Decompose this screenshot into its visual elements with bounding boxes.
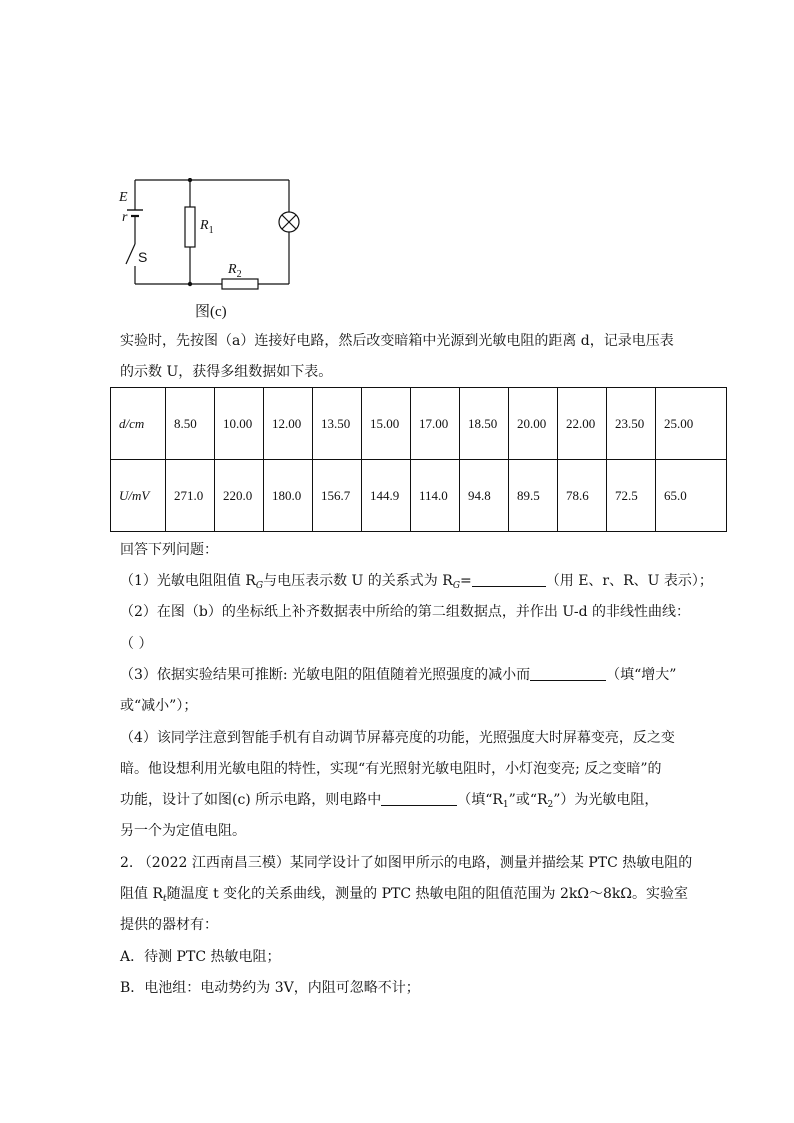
answer-blank-3[interactable] [530,666,606,681]
question-4-line-4: 另一个为定值电阻。 [120,823,246,839]
question-2-line-2: （ ） [120,636,153,652]
question-2-line-1: （2）在图（b）的坐标纸上补齐数据表中所给的第二组数据点，并作出 U-d 的非线性曲线： [120,604,691,620]
table-cell: 17.00 [411,388,460,460]
table-row-voltage [111,460,727,532]
question-3-line-2: 或“减小”）； [120,698,198,714]
intro-line-1: 实验时，先按图（a）连接好电路，然后改变暗箱中光源到光敏电阻的距离 d，记录电压表 [120,333,674,349]
intro-line-2: 的示数 U，获得多组数据如下表。 [120,364,333,380]
problem-2-line-3: 提供的器材有： [120,917,218,933]
table-cell: 13.50 [313,388,362,460]
table-cell: 12.00 [264,388,313,460]
table-row-distance [111,388,727,460]
junction-top [188,178,192,182]
problem-2-line-1: 2. （2022 江西南昌三模）某同学设计了如图甲所示的电路，测量并描绘某 PTC 热敏电阻的 [120,855,693,871]
table-cell: 8.50 [166,388,215,460]
answer-blank-4[interactable] [381,791,457,806]
table-cell: 65.0 [656,460,727,532]
problem-2-line-2: 阻值 $R_t$随温度 t 变化的关系曲线，测量的 PTC 热敏电阻的阻值范围为 2kΩ～8kΩ。实验室 [120,886,688,904]
figure-caption: 图(c) [195,304,227,320]
circuit-diagram [110,178,310,323]
table-cell: 94.8 [460,460,509,532]
label-s: S [138,249,148,265]
table-cell: 18.50 [460,388,509,460]
label-e: E [119,190,128,205]
table-cell: 156.7 [313,460,362,532]
question-4-line-2: 暗。他设想利用光敏电阻的特性，实现“有光照射光敏电阻时，小灯泡变亮; 反之变暗”的 [120,761,662,777]
label-r2: $R_2$ [228,262,242,280]
table-cell: 114.0 [411,460,460,532]
question-4-line-1: （4）该同学注意到智能手机有自动调节屏幕亮度的功能，光照强度大时屏幕变亮，反之变 [120,730,675,746]
data-table [110,387,727,532]
question-4-line-3: 功能，设计了如图(c) 所示电路，则电路中 （填“$R_1$”或“$R_2$”）为光敏电阻， [120,792,659,810]
resistor-r1 [185,207,195,247]
table-cell: 144.9 [362,460,411,532]
table-cell: 220.0 [215,460,264,532]
table-cell: 10.00 [215,388,264,460]
label-r: r [122,210,128,225]
resistor-r2 [222,279,258,289]
question-1: （1）光敏电阻阻值 $R_G$与电压表示数 U 的关系式为 $R_G=$ （用 E、r、R、U 表示）； [120,573,713,591]
switch-blade [126,244,135,264]
label-r1: $R_1$ [200,218,214,236]
table-cell: 20.00 [509,388,558,460]
questions-prompt: 回答下列问题： [120,542,218,558]
option-a: A．待测 PTC 热敏电阻； [120,949,281,965]
row-label-d: d/cm [111,388,166,460]
table-cell: 72.5 [607,460,656,532]
table-cell: 15.00 [362,388,411,460]
option-b: B．电池组：电动势约为 3V，内阻可忽略不计； [120,980,420,996]
row-label-u: U/mV [111,460,166,532]
table-cell: 25.00 [656,388,727,460]
table-cell: 23.50 [607,388,656,460]
table-cell: 78.6 [558,460,607,532]
question-3-line-1: （3）依据实验结果可推断: 光敏电阻的阻值随着光照强度的减小而 （填“增大” [120,667,677,683]
table-cell: 22.00 [558,388,607,460]
table-cell: 180.0 [264,460,313,532]
table-cell: 271.0 [166,460,215,532]
answer-blank-1[interactable] [472,572,546,587]
table-cell: 89.5 [509,460,558,532]
junction-bottom [188,282,192,286]
